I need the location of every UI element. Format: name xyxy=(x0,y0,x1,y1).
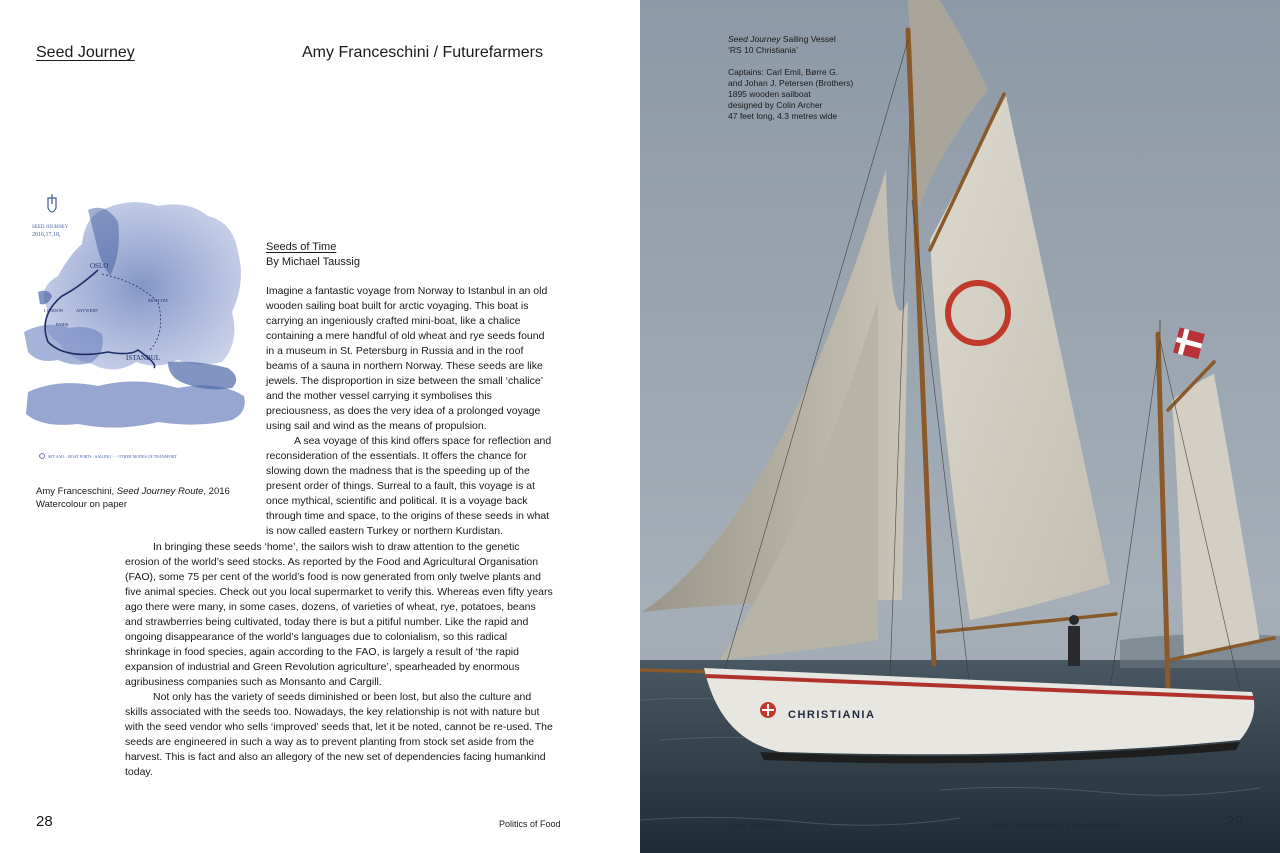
vessel-caption-size: 47 feet long, 4.3 metres wide xyxy=(728,111,838,121)
section-title: Seed Journey xyxy=(36,44,135,61)
seed-journey-logo xyxy=(32,194,69,238)
author-header: Amy Franceschini / Futurefarmers xyxy=(302,44,543,61)
vessel-caption xyxy=(728,34,888,122)
map-label-london: LONDON xyxy=(44,308,63,313)
paragraph: Imagine a fantastic voyage from Norway to Istanbul in an old wooden sailing boat built for arctic voyaging. This boat is carrying an ingeniously crafted mini-boat, like a chalice containing a mere handful of old wheat and rye seeds found in a museum in St. Petersburg in Russia and in the roof beams of a sauna in northern Norway. These seeds are like jewels. The disproportion in size between the small ‘chalice’ and the mother vessel carrying it symbolises this preciousness, as does the very idea of a prolonged voyage using sail and wind as the means of propulsion. xyxy=(266,285,548,432)
crew-member xyxy=(1068,626,1080,666)
map-label-paris: PARIS xyxy=(56,322,69,327)
vessel-caption-designer: designed by Colin Archer xyxy=(728,100,823,110)
page-number-left: 28 xyxy=(36,813,53,830)
running-footer-left: Politics of Food xyxy=(499,819,561,829)
paragraph: In bringing these seeds ‘home’, the sailors wish to draw attention to the genetic erosion of the world’s seed stocks. As reported by the Food and Agricultural Organisation (FAO), some 75 per cent of the world’s food is now generated from only twelve plants and five animal species. Check out you local supermarket to verify this. Whereas even fifty years ago there were many, in some cases, dozens, of varieties of wheat, rye, potatoes, beans and strawberries being cultivated, today there is but a pitiful number. Like the rapid and ongoing disappearance of the world’s languages due to colonialism, so this radical shrinkage in food species, again according to the FAO, is largely a result of ‘the rapid expansion of industrial and Green Revolution agriculture’, spearheaded by enormous agribusiness companies such as Monsanto and Cargill. xyxy=(125,541,553,688)
page-number-right: 29 xyxy=(1226,813,1243,830)
map-label-antwerp: ANTWERP xyxy=(76,308,98,313)
article-column-text xyxy=(266,284,554,539)
map-caption-suffix: , 2016 xyxy=(203,486,230,497)
logo-title: SEED JOURNEY xyxy=(32,225,69,230)
map-label-oslo: OSLO xyxy=(90,262,109,270)
article-wide-text xyxy=(125,540,555,780)
vessel-caption-italic: Seed Journey xyxy=(728,34,781,44)
article-byline: By Michael Taussig xyxy=(266,256,360,268)
map-caption-prefix: Amy Franceschini, xyxy=(36,486,117,497)
map-caption-title: Seed Journey Route xyxy=(116,486,204,497)
map-label-istanbul: ISTANBUL xyxy=(126,354,161,362)
article-title: Seeds of Time xyxy=(266,241,337,253)
map-caption-medium: Watercolour on paper xyxy=(36,499,128,510)
watercolour-route-map xyxy=(18,192,250,464)
vessel-caption-captains: Captains: Carl Emil, Børre G. xyxy=(728,67,839,77)
legend-set-sail-icon xyxy=(40,454,45,459)
map-legend: SET SAIL · BOAT PORTS · SAILING ···· OTHER MODES OF TRANSPORT xyxy=(48,454,177,459)
map-label-moscow: MOSCOW xyxy=(148,298,169,303)
paragraph: A sea voyage of this kind offers space for reflection and reconsideration of the essentials. It offers the chance for slowing down the madness that is the speeding up of the present order of things. Surreal to a fault, this voyage is at once mythical, scientific and political. It is a voyage back through time and space, to the origins of these seeds in what is now called eastern Turkey or northern Kurdistan. xyxy=(266,435,552,537)
sailing-vessel-photo xyxy=(640,0,1280,853)
paragraph: Not only has the variety of seeds diminished or been lost, but also the culture and skills associated with the seeds too. Nowadays, the key relationship is not with nature but with the seed vendor who sells ‘improved’ seeds that, let it be noted, cannot be re-used. The seeds are engineered in such a way as to prevent planting from stock set aside from the harvest. This is fact and also an allegory of the new set of dependencies facing humankind today. xyxy=(125,691,553,778)
running-footer-right-author: Amy Franceschini / Futurefarmers xyxy=(992,820,1121,830)
running-footer-right-section: Food Journeys xyxy=(727,820,784,830)
map-caption xyxy=(36,485,230,511)
hull-name: CHRISTIANIA xyxy=(788,709,876,721)
vessel-caption-name: ‘RS 10 Christiania’ xyxy=(728,45,798,55)
logo-dates: 2016,17,18, xyxy=(32,232,61,238)
vessel-caption-built: 1895 wooden sailboat xyxy=(728,89,811,99)
article-heading xyxy=(266,240,360,270)
right-page xyxy=(640,0,1280,853)
vessel-caption-captains-cont: and Johan J. Petersen (Brothers) xyxy=(728,78,854,88)
vessel-caption-type: Sailing Vessel xyxy=(780,34,836,44)
